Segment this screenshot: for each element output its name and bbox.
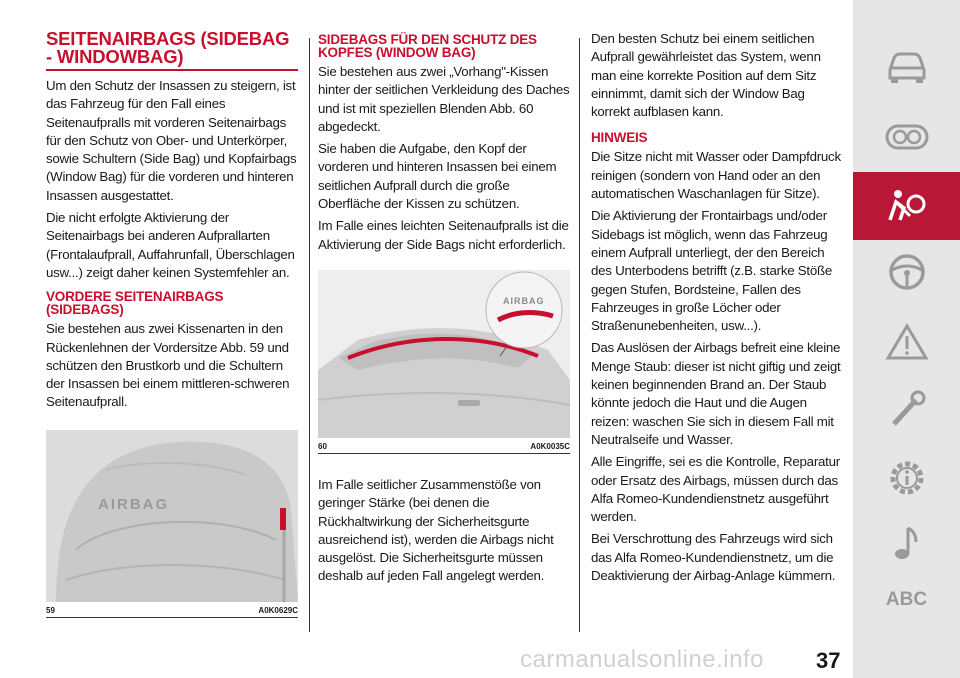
figure-code: A0K0629C	[258, 605, 298, 615]
paragraph: Sie bestehen aus zwei „Vorhang"-Kissen hinter der seitlichen Verkleidung des Daches und ist mit speziellen Blenden Abb. 60 abgedeckt.	[318, 64, 570, 134]
chapter-tab-technical-data[interactable]	[853, 444, 960, 512]
chapter-tab-safety[interactable]	[853, 172, 960, 240]
figure-number: 60	[318, 441, 327, 451]
chapter-tab-vehicle[interactable]	[853, 32, 960, 100]
figure-caption	[318, 438, 570, 454]
column-divider	[309, 38, 310, 632]
airbag-label: AIRBAG	[503, 295, 545, 306]
paragraph: Die Sitze nicht mit Wasser oder Dampfdruck reinigen (sondern von Hand oder an den automatischen Waschanlagen für Sitze).	[591, 149, 841, 202]
airbag-label: AIRBAG	[98, 495, 170, 513]
dashboard-icon	[884, 116, 930, 156]
note-heading: HINWEIS	[591, 130, 648, 146]
airbag-safety-icon	[884, 186, 930, 226]
chapter-tab-maintenance[interactable]	[853, 376, 960, 444]
figure-60	[318, 270, 570, 438]
warning-triangle-icon	[884, 322, 930, 362]
chapter-tab-emergency[interactable]	[853, 308, 960, 376]
gear-info-icon	[884, 458, 930, 498]
column-3	[591, 30, 841, 589]
chapter-tab-starting[interactable]	[853, 238, 960, 306]
column-divider	[579, 38, 580, 632]
section-heading: SIDEBAGS FÜR DEN SCHUTZ DES KOPFES (WINDOW BAG)	[318, 32, 537, 60]
watermark: carmanualsonline.info	[520, 646, 764, 673]
paragraph: Um den Schutz der Insassen zu steigern, ist das Fahrzeug für den Fall eines Seitenaufpralls mit vorderen Seitenairbags für den Schutz von Ober- und Unterkörper, sowie Schultern (Side Bag) und Kopfairbags (Window Bag) für die vorderen und hinteren Insassen ausgestattet.	[46, 78, 297, 203]
steering-wheel-icon	[884, 252, 930, 292]
paragraph: Bei Verschrottung des Fahrzeugs wird sich das Alfa Romeo-Kundendienstnetz, um die Deaktivierung der Airbag-Anlage kümmern.	[591, 531, 836, 584]
figure-59	[46, 430, 298, 602]
paragraph: Im Falle seitlicher Zusammenstöße von geringer Stärke (bei denen die Rückhaltwirkung der Sicherheitsgurte ausreichend ist), werden die Airbags nicht ausgelöst. Die Sicherheitsgurte müssen deshalb auf jeden Fall angelegt werden.	[318, 476, 554, 584]
paragraph: Im Falle eines leichten Seitenaufpralls ist die Aktivierung der Side Bags nicht erforderlich.	[318, 218, 569, 252]
paragraph: Alle Eingriffe, sei es die Kontrolle, Reparatur oder Ersatz des Airbags, müssen durch das Alfa Romeo-Kundendienstnetz ausgeführt werden.	[591, 454, 840, 525]
car-icon	[884, 46, 930, 86]
paragraph: Die nicht erfolgte Aktivierung der Seitenairbags bei anderen Aufprallarten (Frontalaufprall, Auffahrunfall, Überschlagen usw...) zeigt daher keinen Systemfehler an.	[46, 210, 295, 280]
index-label: ABC	[885, 589, 928, 610]
column-2	[318, 30, 570, 590]
figure-code: A0K0035C	[530, 441, 570, 451]
chapter-tab-dashboard[interactable]	[853, 102, 960, 170]
paragraph: Die Aktivierung der Frontairbags und/oder Sidebags ist möglich, wenn das Fahrzeug einem Aufprall unterliegt, der den Bereich des Unterbodens betrifft (z.B. starke Stöße gegen Stufen, Bordsteine, Fallen des Fahrzeuges in große Löcher oder Straßenunebenheiten, usw...).	[591, 208, 833, 334]
figure-caption	[46, 602, 298, 618]
page-number: 37	[816, 648, 841, 673]
section-heading: SEITENAIRBAGS (SIDEBAG - WINDOWBAG)	[46, 30, 298, 71]
wrench-icon	[884, 390, 930, 430]
figure-number: 59	[46, 605, 55, 615]
subsection-heading: VORDERE SEITENAIRBAGS (SIDEBAGS)	[46, 289, 224, 318]
music-note-icon	[884, 522, 930, 562]
paragraph: Sie haben die Aufgabe, den Kopf der vorderen und hinteren Insassen bei einem seitlichen Aufprall durch die große Oberfläche der Kissen zu schützen.	[318, 141, 557, 212]
chapter-sidebar	[853, 0, 960, 678]
chapter-tab-index[interactable]	[853, 566, 960, 634]
paragraph: Den besten Schutz bei einem seitlichen Aufprall gewährleistet das System, wenn man eine korrekte Position auf dem Sitz einnimmt, damit sich der Window Bag korrekt aufblasen kann.	[591, 31, 821, 120]
seat-airbag-illustration	[46, 430, 298, 602]
paragraph: Sie bestehen aus zwei Kissenarten in den Rückenlehnen der Vordersitze Abb. 59 und schützen den Brustkorb und die Schultern der Insassen bei einem mittleren-schweren Seitenaufprall.	[46, 321, 290, 410]
paragraph: Das Auslösen der Airbags befreit eine kleine Menge Staub: dieser ist nicht giftig und zeigt keinen beginnenden Brand an. Der Staub könnte jedoch die Haut und die Augen reizen: waschen Sie sich in diesem Fall mit Neutralseife und Wasser.	[591, 340, 841, 447]
column-1	[46, 30, 298, 618]
